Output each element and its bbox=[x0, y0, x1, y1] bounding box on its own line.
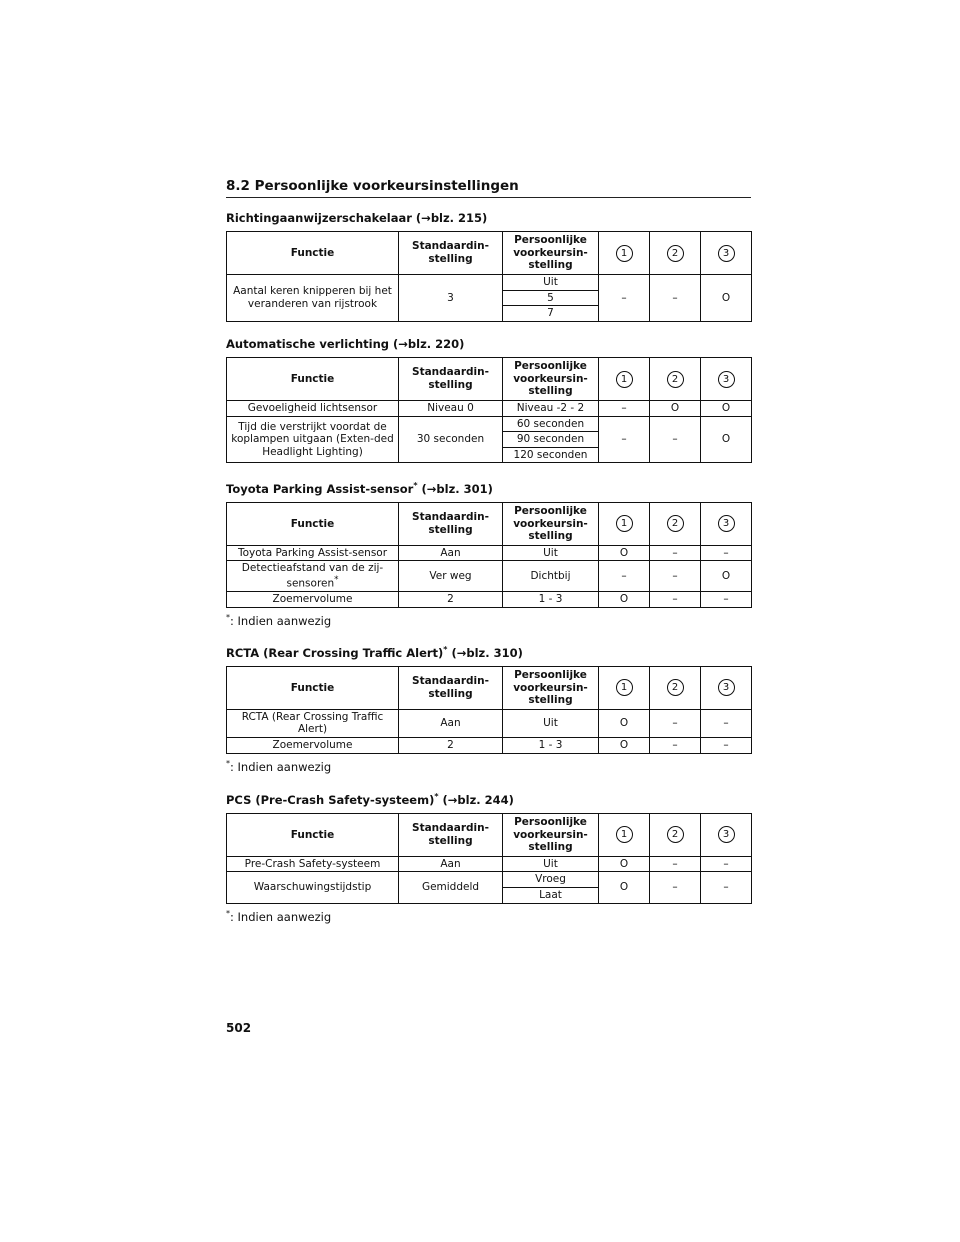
cell-c1: O bbox=[599, 738, 650, 754]
cell-option: 5 bbox=[503, 290, 599, 306]
header-function: Functie bbox=[227, 232, 399, 275]
circled-1-icon: 1 bbox=[616, 371, 633, 388]
cell-c2: – bbox=[650, 545, 701, 561]
cell-c3: O bbox=[701, 561, 752, 592]
section-auto-lighting bbox=[226, 337, 751, 463]
footnote-mark: * bbox=[443, 645, 448, 654]
table-row bbox=[227, 872, 752, 888]
header-function: Functie bbox=[227, 358, 399, 401]
section-title: PCS (Pre-Crash Safety-systeem)* (→blz. 244) bbox=[226, 792, 514, 807]
cell-function: Zoemervolume bbox=[227, 738, 399, 754]
cell-c2: – bbox=[650, 592, 701, 608]
cell-c1: O bbox=[599, 592, 650, 608]
circled-3-icon: 3 bbox=[718, 245, 735, 262]
cell-default: Ver weg bbox=[399, 561, 503, 592]
cell-default: 2 bbox=[399, 592, 503, 608]
section-title: RCTA (Rear Crossing Traffic Alert)* (→blz. 310) bbox=[226, 645, 523, 660]
circled-1-icon: 1 bbox=[616, 515, 633, 532]
chapter-title: 8.2 Persoonlijke voorkeursinstellingen bbox=[226, 178, 751, 198]
cell-option: 60 seconden bbox=[503, 416, 599, 432]
circled-3-icon: 3 bbox=[718, 826, 735, 843]
cell-c2: – bbox=[650, 275, 701, 322]
footnote: *: Indien aanwezig bbox=[226, 758, 332, 774]
footnote: *: Indien aanwezig bbox=[226, 908, 332, 924]
cell-c3: – bbox=[701, 856, 752, 872]
table-row bbox=[227, 738, 752, 754]
cell-c1: O bbox=[599, 709, 650, 737]
cell-c2: O bbox=[650, 401, 701, 417]
cell-c1: – bbox=[599, 275, 650, 322]
header-function: Functie bbox=[227, 813, 399, 856]
cell-function: Tijd die verstrijkt voordat de koplampen uitgaan (Exten-ded Headlight Lighting) bbox=[227, 416, 399, 463]
table-header-row bbox=[227, 666, 752, 709]
cell-default: Aan bbox=[399, 545, 503, 561]
cell-c3: – bbox=[701, 738, 752, 754]
cell-c3: – bbox=[701, 592, 752, 608]
section-title: Automatische verlichting (→blz. 220) bbox=[226, 337, 465, 351]
cell-option: 120 seconden bbox=[503, 447, 599, 463]
circled-2-icon: 2 bbox=[667, 371, 684, 388]
page-number: 502 bbox=[226, 1021, 252, 1035]
cell-c3: – bbox=[701, 872, 752, 903]
circled-3-icon: 3 bbox=[718, 371, 735, 388]
table-row bbox=[227, 275, 752, 291]
table-row bbox=[227, 709, 752, 737]
settings-table bbox=[226, 231, 752, 322]
header-default: Standaardin-stelling bbox=[399, 358, 503, 401]
cell-c1: – bbox=[599, 561, 650, 592]
cell-c2: – bbox=[650, 872, 701, 903]
header-personal: Persoonlijke voorkeursin-stelling bbox=[503, 502, 599, 545]
cell-function: Aantal keren knipperen bij het veranderen van rijstrook bbox=[227, 275, 399, 322]
cell-option: Niveau -2 - 2 bbox=[503, 401, 599, 417]
cell-option: Vroeg bbox=[503, 872, 599, 888]
settings-table bbox=[226, 666, 752, 754]
cell-c3: – bbox=[701, 545, 752, 561]
footnote-mark: * bbox=[413, 481, 418, 490]
header-default: Standaardin-stelling bbox=[399, 232, 503, 275]
header-personal: Persoonlijke voorkeursin-stelling bbox=[503, 666, 599, 709]
cell-default: Aan bbox=[399, 709, 503, 737]
cell-c3: O bbox=[701, 275, 752, 322]
circled-2-icon: 2 bbox=[667, 515, 684, 532]
cell-function: Waarschuwingstijdstip bbox=[227, 872, 399, 903]
circled-1-icon: 1 bbox=[616, 826, 633, 843]
cell-option: Uit bbox=[503, 545, 599, 561]
cell-option: 1 - 3 bbox=[503, 738, 599, 754]
section-turn-signal bbox=[226, 211, 751, 322]
cell-default: 3 bbox=[399, 275, 503, 322]
table-header-row bbox=[227, 813, 752, 856]
cell-c2: – bbox=[650, 709, 701, 737]
footnote-mark: * bbox=[334, 575, 339, 586]
section-parking-assist bbox=[226, 481, 751, 628]
cell-function: Detectieafstand van de zij-sensoren* bbox=[227, 561, 399, 592]
cell-c1: O bbox=[599, 545, 650, 561]
cell-option: Uit bbox=[503, 709, 599, 737]
table-row bbox=[227, 561, 752, 592]
section-rcta bbox=[226, 645, 751, 773]
footnote: *: Indien aanwezig bbox=[226, 612, 332, 628]
table-row bbox=[227, 545, 752, 561]
footnote-mark: * bbox=[434, 792, 439, 801]
cell-default: Gemiddeld bbox=[399, 872, 503, 903]
table-row bbox=[227, 401, 752, 417]
circled-1-icon: 1 bbox=[616, 679, 633, 696]
table-header-row bbox=[227, 232, 752, 275]
settings-table bbox=[226, 813, 752, 904]
header-default: Standaardin-stelling bbox=[399, 502, 503, 545]
table-header-row bbox=[227, 358, 752, 401]
cell-function: Toyota Parking Assist-sensor bbox=[227, 545, 399, 561]
cell-c3: O bbox=[701, 401, 752, 417]
cell-option: Laat bbox=[503, 888, 599, 904]
circled-1-icon: 1 bbox=[616, 245, 633, 262]
cell-option: Uit bbox=[503, 856, 599, 872]
circled-2-icon: 2 bbox=[667, 245, 684, 262]
cell-function: Zoemervolume bbox=[227, 592, 399, 608]
table-row bbox=[227, 592, 752, 608]
cell-function: Pre-Crash Safety-systeem bbox=[227, 856, 399, 872]
header-function: Functie bbox=[227, 666, 399, 709]
table-row bbox=[227, 416, 752, 432]
settings-table bbox=[226, 502, 752, 608]
cell-option: Uit bbox=[503, 275, 599, 291]
cell-c3: – bbox=[701, 709, 752, 737]
cell-c2: – bbox=[650, 416, 701, 463]
circled-3-icon: 3 bbox=[718, 515, 735, 532]
footnote-mark: * bbox=[226, 908, 230, 918]
cell-function: RCTA (Rear Crossing Traffic Alert) bbox=[227, 709, 399, 737]
settings-table bbox=[226, 357, 752, 463]
header-default: Standaardin-stelling bbox=[399, 813, 503, 856]
cell-option: 1 - 3 bbox=[503, 592, 599, 608]
header-function: Functie bbox=[227, 502, 399, 545]
cell-c2: – bbox=[650, 856, 701, 872]
table-header-row bbox=[227, 502, 752, 545]
cell-c2: – bbox=[650, 738, 701, 754]
cell-c1: – bbox=[599, 416, 650, 463]
circled-2-icon: 2 bbox=[667, 826, 684, 843]
cell-default: 30 seconden bbox=[399, 416, 503, 463]
cell-option: 90 seconden bbox=[503, 432, 599, 448]
cell-option: Dichtbij bbox=[503, 561, 599, 592]
cell-option: 7 bbox=[503, 306, 599, 322]
cell-default: 2 bbox=[399, 738, 503, 754]
header-personal: Persoonlijke voorkeursin-stelling bbox=[503, 813, 599, 856]
section-title: Toyota Parking Assist-sensor* (→blz. 301) bbox=[226, 481, 493, 496]
cell-default: Aan bbox=[399, 856, 503, 872]
cell-default: Niveau 0 bbox=[399, 401, 503, 417]
section-title: Richtingaanwijzerschakelaar (→blz. 215) bbox=[226, 211, 488, 225]
cell-function: Gevoeligheid lichtsensor bbox=[227, 401, 399, 417]
header-personal: Persoonlijke voorkeursin-stelling bbox=[503, 358, 599, 401]
section-pcs bbox=[226, 792, 751, 923]
header-personal: Persoonlijke voorkeursin-stelling bbox=[503, 232, 599, 275]
footnote-mark: * bbox=[226, 758, 230, 768]
footnote-mark: * bbox=[226, 612, 230, 622]
cell-c1: – bbox=[599, 401, 650, 417]
circled-2-icon: 2 bbox=[667, 679, 684, 696]
cell-c1: O bbox=[599, 872, 650, 903]
circled-3-icon: 3 bbox=[718, 679, 735, 696]
cell-c2: – bbox=[650, 561, 701, 592]
table-row bbox=[227, 856, 752, 872]
cell-c1: O bbox=[599, 856, 650, 872]
cell-c3: O bbox=[701, 416, 752, 463]
header-default: Standaardin-stelling bbox=[399, 666, 503, 709]
